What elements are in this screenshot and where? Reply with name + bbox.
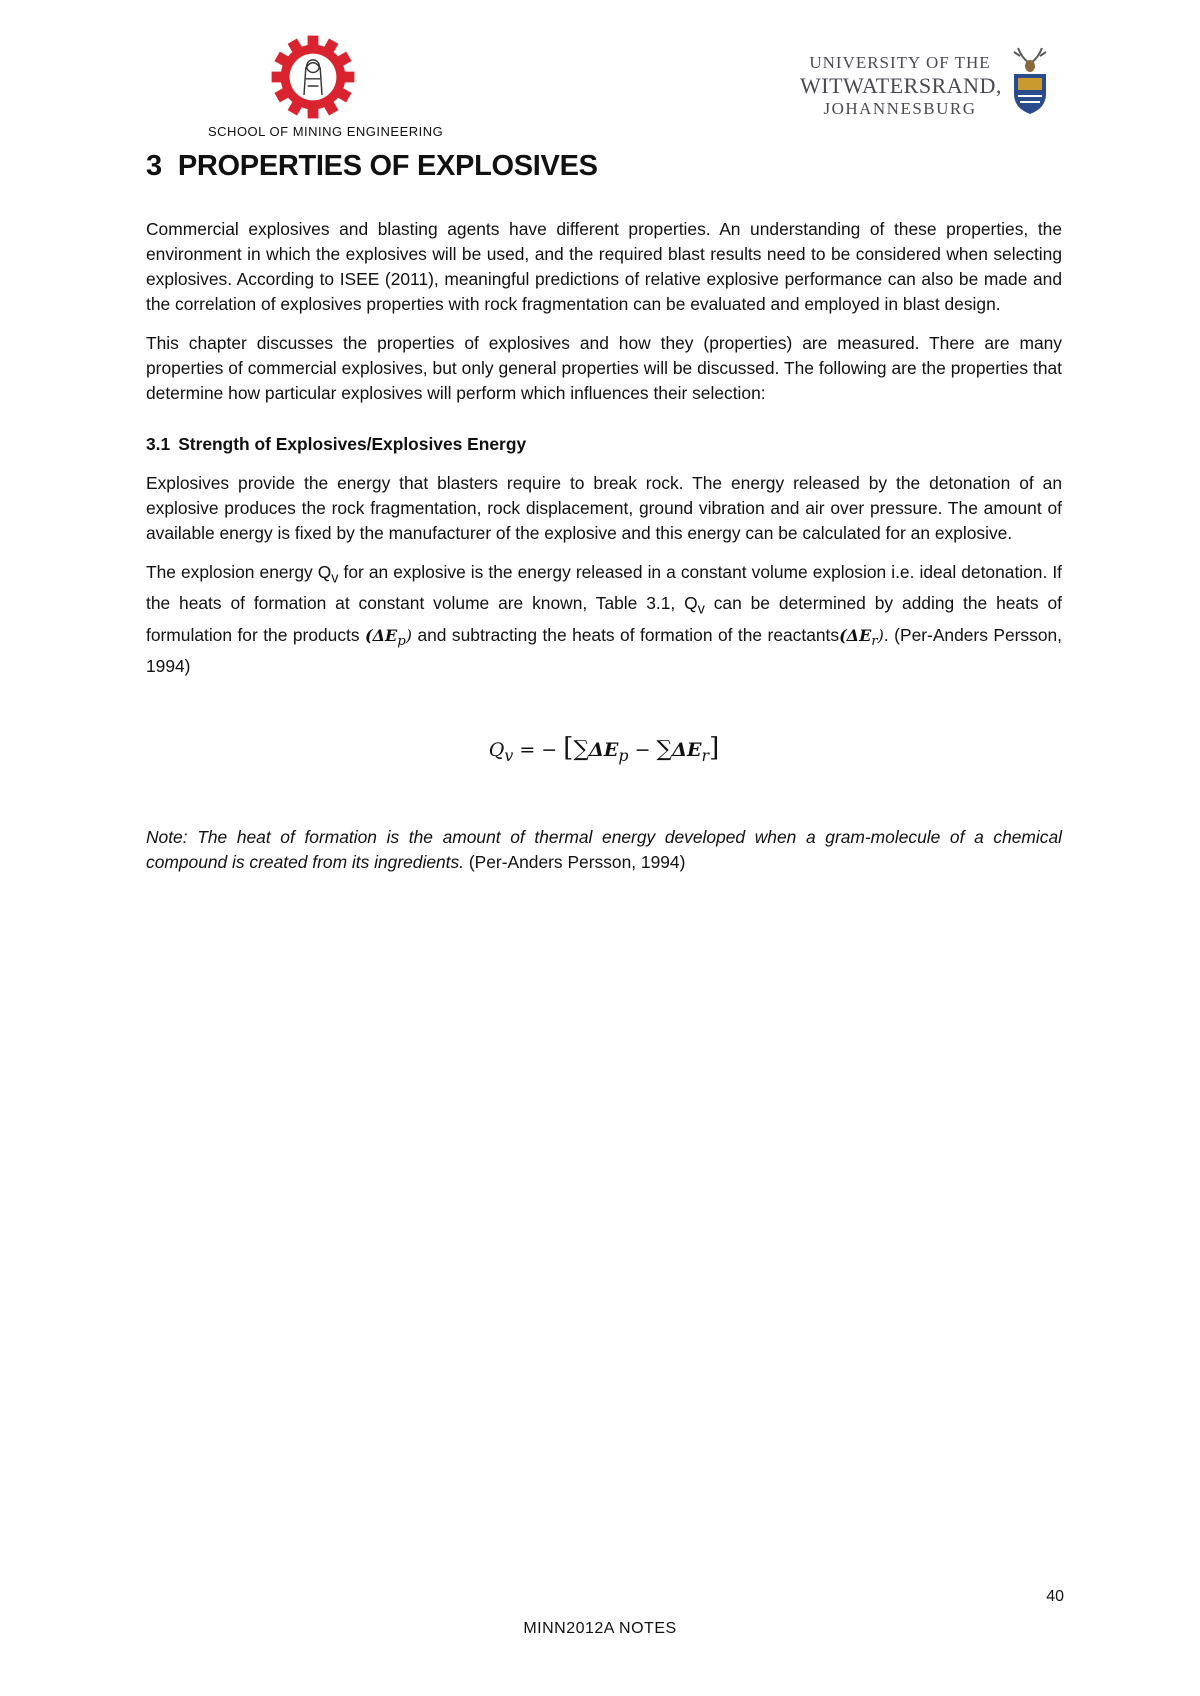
eq-close-bracket: ] [709, 733, 720, 764]
footer-course-code: MINN2012A NOTES [523, 1620, 677, 1637]
subscript-r: r [871, 634, 878, 650]
math-delta-e: (ΔE [839, 625, 872, 645]
text-run: The explosion energy Q [146, 562, 332, 582]
school-of-mining-gear-logo [268, 32, 358, 122]
subscript-p: p [397, 634, 406, 650]
school-name: SCHOOL OF MINING ENGINEERING [208, 124, 444, 139]
wits-wordmark [800, 52, 1000, 120]
section-heading-3-1 [146, 432, 1062, 457]
wits-line-2: WITWATERSRAND, [800, 73, 1002, 98]
math-delta-e: (ΔE [365, 625, 398, 645]
math-paren: ) [405, 625, 412, 645]
eq-delta-e-p: ΔE [589, 739, 619, 762]
explosion-energy-paragraph [146, 560, 1062, 679]
math-paren: ) [877, 625, 884, 645]
eq-delta-e-r: ΔE [672, 739, 702, 762]
eq-r-subscript: r [701, 745, 710, 765]
eq-minus: − [628, 739, 657, 762]
eq-sum-symbol: ∑ [656, 737, 673, 763]
eq-q-subscript: v [504, 745, 514, 765]
note-paragraph [146, 825, 1062, 875]
eq-sum-symbol: ∑ [573, 737, 590, 763]
wits-line-3: JOHANNESBURG [823, 99, 977, 118]
text-run: can be determined by adding the heats of formulation for the products [146, 593, 1063, 645]
explosion-energy-equation [146, 733, 1062, 771]
eq-equals: = − [513, 739, 564, 762]
chapter-overview-paragraph: This chapter discusses the properties of explosives and how they (properties) are measured. There are many properties of commercial explosives, but only general properties will be discussed. The following are the properties that determine how particular explosives will perform which influences their selection: [146, 333, 1062, 403]
main-content [146, 150, 1062, 889]
intro-paragraph: Commercial explosives and blasting agents have different properties. An understanding of these properties, the environment in which the explosives will be used, and the required blast results need to be considered when selecting explosives. According to ISEE (2011), meaningful predictions of relative explosive performance can also be made and the correlation of explosives properties with rock fragmentation can be evaluated and employed in blast design. [146, 219, 1062, 314]
chapter-title: PROPERTIES OF EXPLOSIVES [177, 150, 598, 182]
chapter-number: 3 [146, 150, 162, 182]
text-run: for an explosive is the energy released in a constant volume explosion i.e. ideal detonation. If the heats of formation at constant volume are known, Table 3.1, Q [146, 562, 1063, 614]
section-number: 3.1 [146, 434, 171, 454]
math-reactants [839, 625, 884, 650]
eq-open-bracket: [ [563, 733, 574, 764]
page-number: 40 [1046, 1588, 1064, 1605]
chapter-heading [146, 150, 1062, 183]
note-citation: (Per-Anders Persson, 1994) [464, 851, 686, 872]
wits-crest-icon [1006, 44, 1054, 116]
subscript-v: v [697, 601, 705, 618]
note-text: Note: The heat of formation is the amount of thermal energy developed when a gram-molecule of a chemical compound is created from its ingredients. [146, 826, 1062, 872]
eq-q: Q [488, 739, 505, 762]
math-products [365, 625, 412, 650]
subscript-v: v [331, 570, 339, 587]
energy-paragraph: Explosives provide the energy that blasters require to break rock. The energy released by the detonation of an explosive produces the rock fragmentation, rock displacement, ground vibration and air over pressure. The amount of available energy is fixed by the manufacturer of the explosive and this energy can be calculated for an explosive. [146, 473, 1062, 543]
section-title: Strength of Explosives/Explosives Energy [178, 434, 527, 454]
text-run: . (Per-Anders Persson, 1994) [146, 624, 1063, 677]
wits-line-1: UNIVERSITY OF THE [809, 53, 991, 72]
wits-logo [800, 52, 1060, 132]
text-run: and subtracting the heats of formation of the reactants [412, 624, 840, 645]
eq-p-subscript: p [618, 745, 629, 765]
